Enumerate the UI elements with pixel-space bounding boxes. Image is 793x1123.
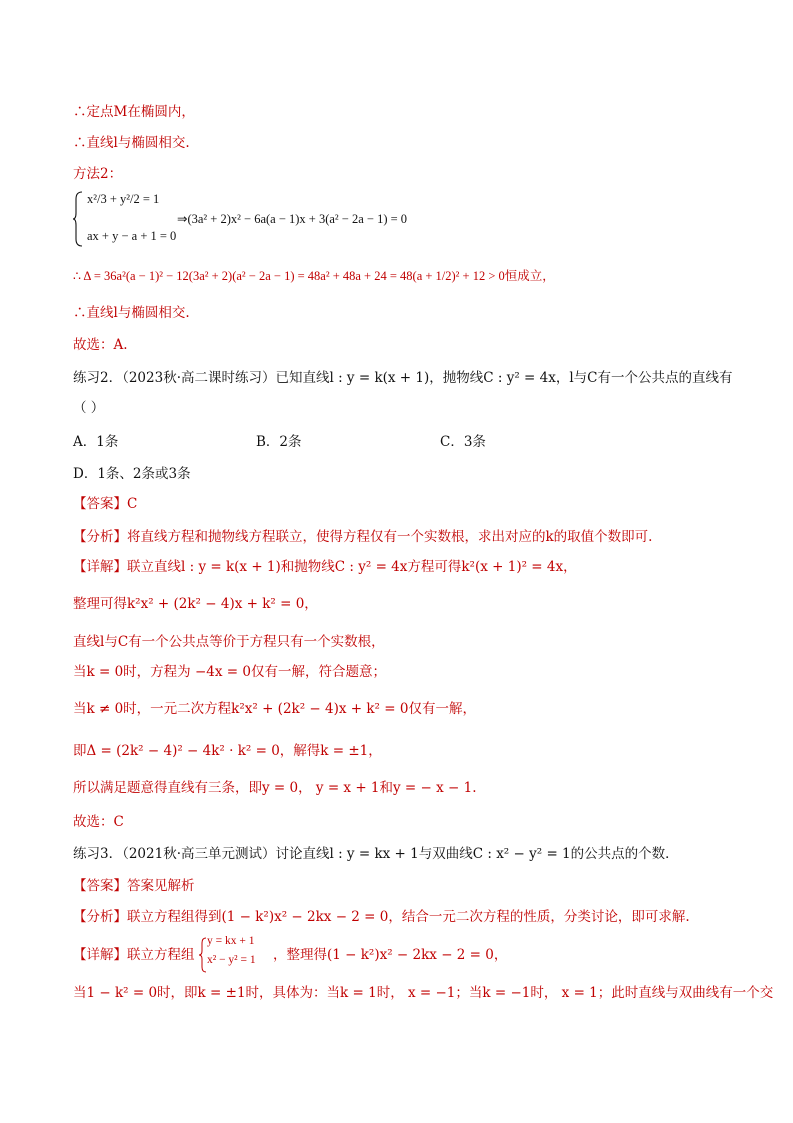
option-c: C．3条	[440, 434, 486, 450]
option-d: D．1条、2条或3条	[73, 466, 191, 482]
step-5: 即Δ = (2k² − 4)² − 4k² · k² = 0，解得k = ±1，	[73, 743, 382, 759]
left-brace-icon	[199, 937, 207, 973]
step-7: 故选：C	[73, 814, 124, 830]
line-intersect-2: ∴直线l与椭圆相交.	[73, 305, 190, 321]
answer3-label: 【答案】	[73, 878, 127, 894]
exercise-3-stem: 练习3．（2021秋·高三单元测试）讨论直线l : y = kx + 1与双曲线C : x² − y² = 1的公共点的个数．	[73, 846, 679, 862]
detail3-sys-1: y = kx + 1	[207, 935, 255, 947]
detail3-label: 【详解】	[73, 947, 127, 963]
analysis3-label: 【分析】	[73, 909, 127, 925]
detail3-row	[73, 935, 733, 975]
delta-line: ∴ Δ = 36a²(a − 1)² − 12(3a² + 2)(a² − 2a − 1) = 48a² + 48a + 24 = 48(a + 1/2)² + 12 > 0恒成立，	[73, 269, 555, 283]
step-3: 当k = 0时，方程为 −4x = 0仅有一解，符合题意；	[73, 664, 386, 680]
line-intersect-1: ∴直线l与椭圆相交.	[73, 135, 190, 151]
analysis3-row	[73, 907, 690, 927]
detail-row	[73, 557, 577, 577]
answer-row	[73, 494, 137, 514]
equation-system	[73, 191, 493, 249]
line-point-inside: ∴定点M在椭圆内，	[73, 104, 195, 120]
detail3-text-b: ，整理得(1 − k²)x² − 2kx − 2 = 0，	[273, 947, 508, 963]
line-method-2: 方法2：	[73, 166, 123, 182]
answer3-value: 答案见解析	[127, 878, 195, 894]
line-choice-a: 故选：A.	[73, 337, 128, 353]
system-eq-2: ax + y − a + 1 = 0	[87, 229, 177, 243]
step-2: 直线l与C有一个公共点等价于方程只有一个实数根，	[73, 634, 385, 650]
analysis-label: 【分析】	[73, 529, 127, 545]
option-a: A．1条	[73, 434, 119, 450]
detail-label: 【详解】	[73, 559, 127, 575]
exercise-2-paren: （ ）	[73, 400, 105, 416]
system-eq-1: x²/3 + y²/2 = 1	[87, 192, 160, 206]
exercise-2-stem: 练习2．（2023秋·高二课时练习）已知直线l : y = k(x + 1)，抛物线C : y² = 4x，l与C有一个公共点的直线有	[73, 370, 733, 386]
detail3-text-a: 联立方程组	[127, 947, 195, 963]
analysis-row	[73, 527, 652, 547]
last-line: 当1 − k² = 0时，即k = ±1时，具体为：当k = 1时， x = −1；当k = −1时， x = 1；此时直线与双曲线有一个交	[73, 985, 774, 1001]
step-6: 所以满足题意得直线有三条，即y = 0， y = x + 1和y = − x − 1.	[73, 780, 477, 796]
answer3-row	[73, 876, 195, 896]
system-result: ⇒(3a² + 2)x² − 6a(a − 1)x + 3(a² − 2a − 1) = 0	[177, 212, 408, 226]
answer-value: C	[127, 496, 138, 512]
analysis-text: 将直线方程和抛物线方程联立，使得方程仅有一个实数根，求出对应的k的取值个数即可.	[127, 529, 653, 545]
detail-text: 联立直线l : y = k(x + 1)和抛物线C : y² = 4x方程可得k²(x + 1)² = 4x，	[127, 559, 577, 575]
option-b: B．2条	[256, 434, 302, 450]
answer-label: 【答案】	[73, 496, 127, 512]
detail3-sys-2: x² − y² = 1	[207, 954, 256, 966]
left-brace-icon	[73, 191, 83, 247]
analysis3-text: 联立方程组得到(1 − k²)x² − 2kx − 2 = 0，结合一元二次方程的性质，分类讨论，即可求解.	[127, 909, 690, 925]
step-4: 当k ≠ 0时，一元二次方程k²x² + (2k² − 4)x + k² = 0仅有一解，	[73, 701, 476, 717]
step-1: 整理可得k²x² + (2k² − 4)x + k² = 0，	[73, 596, 318, 612]
